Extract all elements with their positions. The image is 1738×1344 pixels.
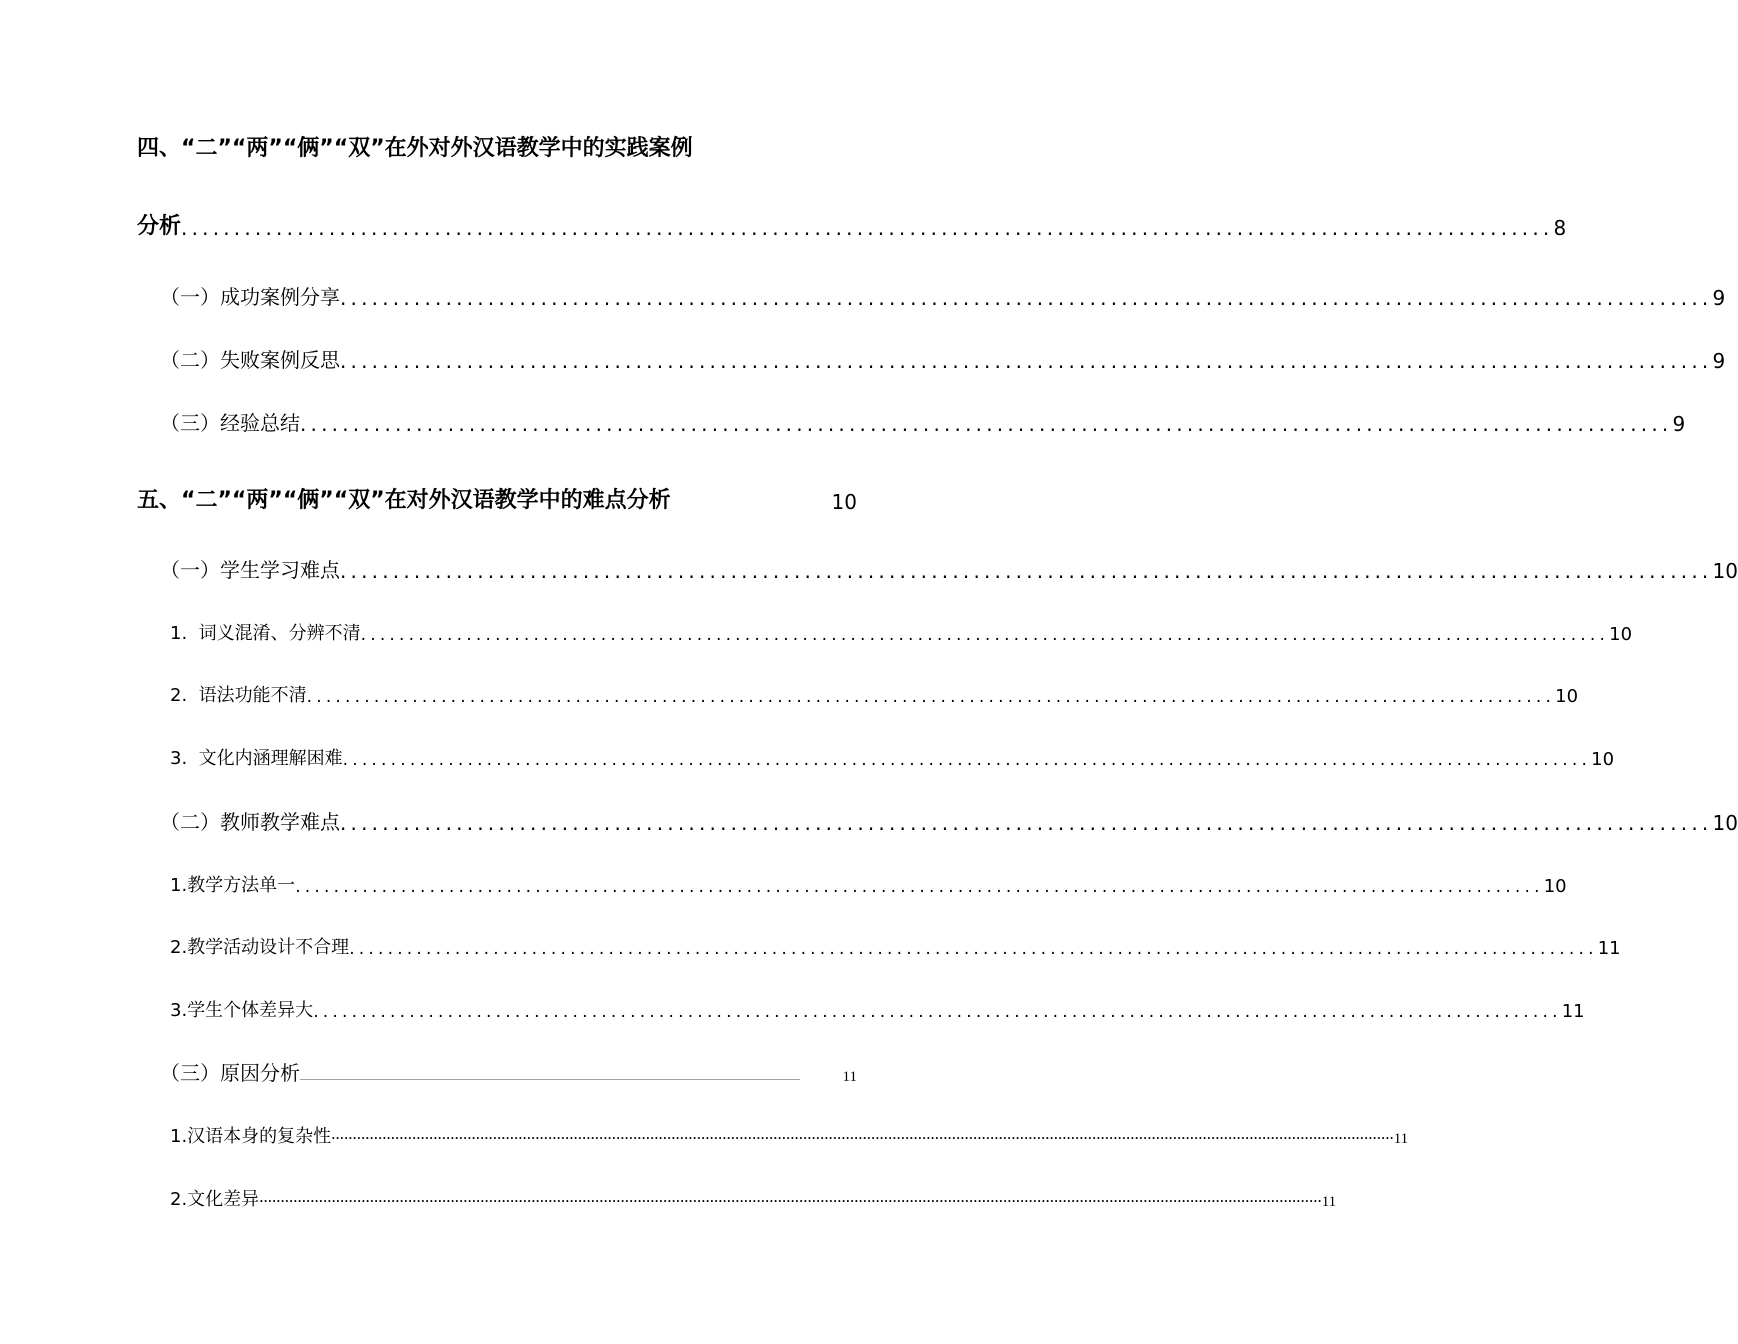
dot-leader: .......................................................................................................................................................................................................................................................... [331,1124,1394,1143]
toc-entry-title: （一）成功案例分享 [160,285,340,309]
toc-entry[interactable] [170,681,1579,707]
dot-leader: .................................................................................................................................. [313,1002,1562,1022]
toc-page-number: 10 [1591,749,1615,770]
dot-leader: .................................................................................................................................. [300,412,1673,436]
dot-leader: .................................................................................................................................. [340,286,1713,310]
dot-leader: .................................................................................................................................. [349,939,1598,959]
toc-entry[interactable] [160,555,1738,583]
toc-entry-title: （二）教师教学难点 [160,810,340,834]
dot-leader: .................................................................................................................................. [340,811,1713,835]
dot-leader: .................................................................................................................................. [340,349,1713,373]
toc-page-number: 11 [842,1069,857,1085]
dot-leader: .................................................................................................................................. [342,750,1592,770]
toc-entry-title: （三）原因分析 [160,1061,300,1085]
toc-page-number: 10 [1555,686,1579,707]
toc-entry-title: 1.汉语本身的复杂性 [170,1126,332,1147]
toc-entry[interactable] [170,619,1633,645]
toc-page-number: 10 [1712,559,1738,583]
toc-page-number: 11 [1393,1131,1409,1147]
toc-entry[interactable] [170,1185,1337,1211]
toc-entry[interactable] [170,996,1585,1022]
toc-entry-title: 分析 [137,214,182,239]
toc-entry-title: 五、“二”“两”“俩”“双”在对外汉语教学中的难点分析 [137,488,671,513]
toc-entry-title: （二）失败案例反思 [160,348,340,372]
dot-leader: .......................................................................................................................................................................................................................................................... [300,1073,800,1082]
toc-entry-title: 1.教学方法单一 [170,875,296,896]
toc-page-number: 8 [1553,216,1567,240]
toc-entry-section-4-line2[interactable] [137,206,1567,240]
toc-entry[interactable] [170,933,1621,959]
toc-entry-title: 2.文化差异 [170,1189,260,1210]
toc-entry-section-4-line1[interactable] [137,128,857,162]
toc-entry-title: （一）学生学习难点 [160,558,340,582]
toc-page-number: 9 [1712,349,1726,373]
toc-entry[interactable] [160,1058,857,1086]
toc-entry-title: 2.教学活动设计不合理 [170,937,350,958]
dot-leader: .......................................................................................................................................................................................................................................................... [259,1187,1322,1206]
dot-leader: .................................................................................................................................. [295,877,1544,897]
toc-page-number: 10 [1712,811,1738,835]
toc-page-number: 9 [1672,412,1686,436]
dot-leader: .................................................................................................................................. [340,559,1713,583]
toc-page-number: 10 [1543,876,1567,897]
toc-page-number: 11 [1321,1194,1337,1210]
toc-page-number: 11 [1561,1001,1585,1022]
dot-leader: .................................................................................................................................. [181,216,1554,240]
dot-leader: .................................................................................................................................. [306,687,1556,707]
toc-entry-title: （三）经验总结 [160,411,300,435]
dot-leader: .................................................................................................................................. [360,625,1610,645]
toc-entry[interactable] [160,408,1686,436]
toc-entry-title: 3.学生个体差异大 [170,1000,314,1021]
toc-entry-title: 1. 词义混淆、分辨不清 [170,623,361,644]
toc-entry[interactable] [170,744,1615,770]
toc-page-number: 11 [1597,938,1621,959]
toc-entry-section-5[interactable] [137,480,857,514]
toc-page-number: 9 [1712,286,1726,310]
toc-entry-title: 2. 语法功能不清 [170,685,307,706]
toc-entry-title: 3. 文化内涵理解困难 [170,748,343,769]
toc-page-number: 10 [831,490,857,514]
toc-entry[interactable] [160,345,1726,373]
toc-entry[interactable] [160,282,1726,310]
toc-entry[interactable] [170,871,1567,897]
toc-entry[interactable] [170,1122,1409,1148]
toc-entry[interactable] [160,807,1738,835]
toc-entry-title: 四、“二”“两”“俩”“双”在外对外汉语教学中的实践案例 [137,136,693,161]
toc-page-number: 10 [1609,624,1633,645]
